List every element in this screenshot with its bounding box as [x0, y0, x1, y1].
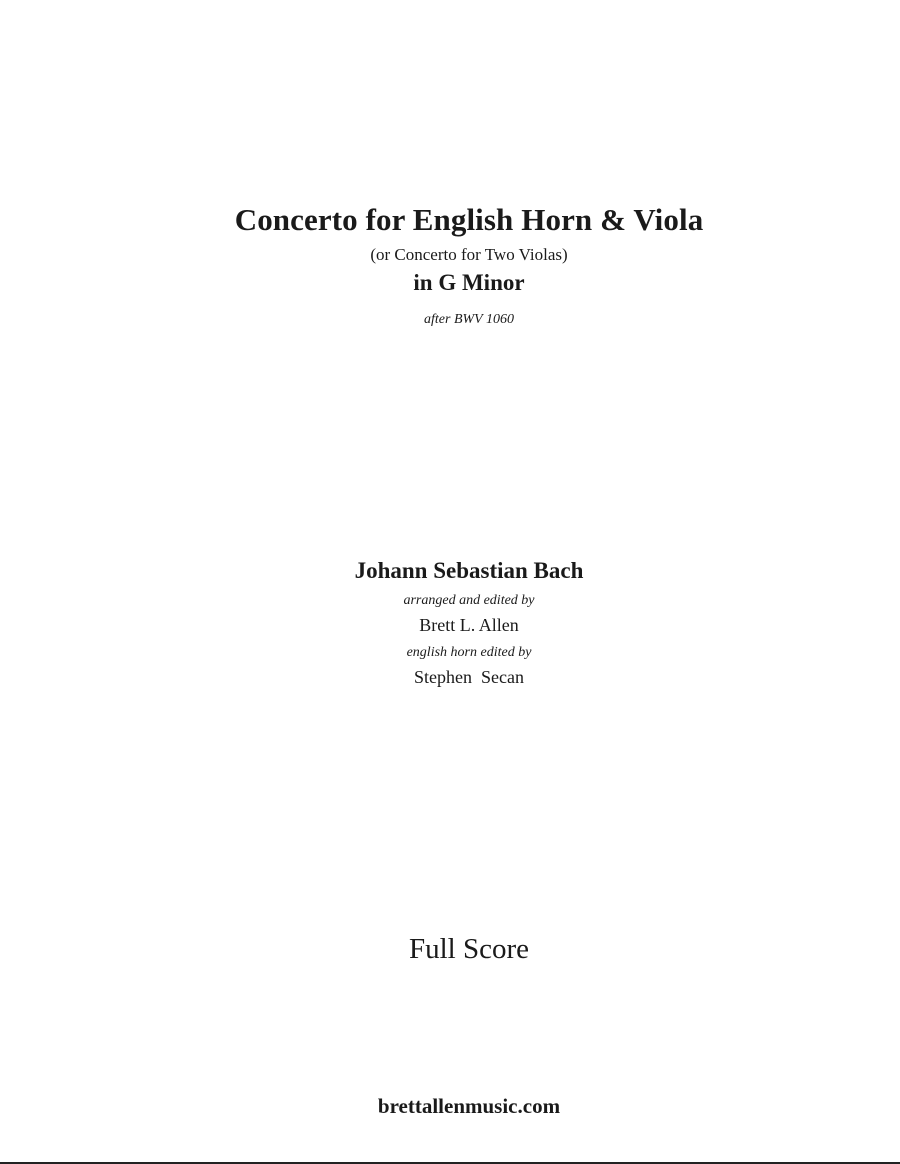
composer-name: Johann Sebastian Bach	[354, 558, 584, 583]
page-title: Concerto for English Horn & Viola	[234, 202, 704, 237]
english-horn-editor-label: english horn edited by	[406, 645, 532, 660]
source-note: after BWV 1060	[424, 312, 514, 327]
page-subtitle: (or Concerto for Two Violas)	[370, 245, 568, 264]
score-type-label: Full Score	[408, 933, 530, 965]
website-text: brettallenmusic.com	[377, 1094, 561, 1118]
arranger-name: Brett L. Allen	[419, 615, 519, 635]
arranger-label: arranged and edited by	[403, 593, 535, 608]
key-signature-text: in G Minor	[413, 270, 525, 295]
english-horn-editor-name: Stephen Secan	[414, 667, 524, 687]
